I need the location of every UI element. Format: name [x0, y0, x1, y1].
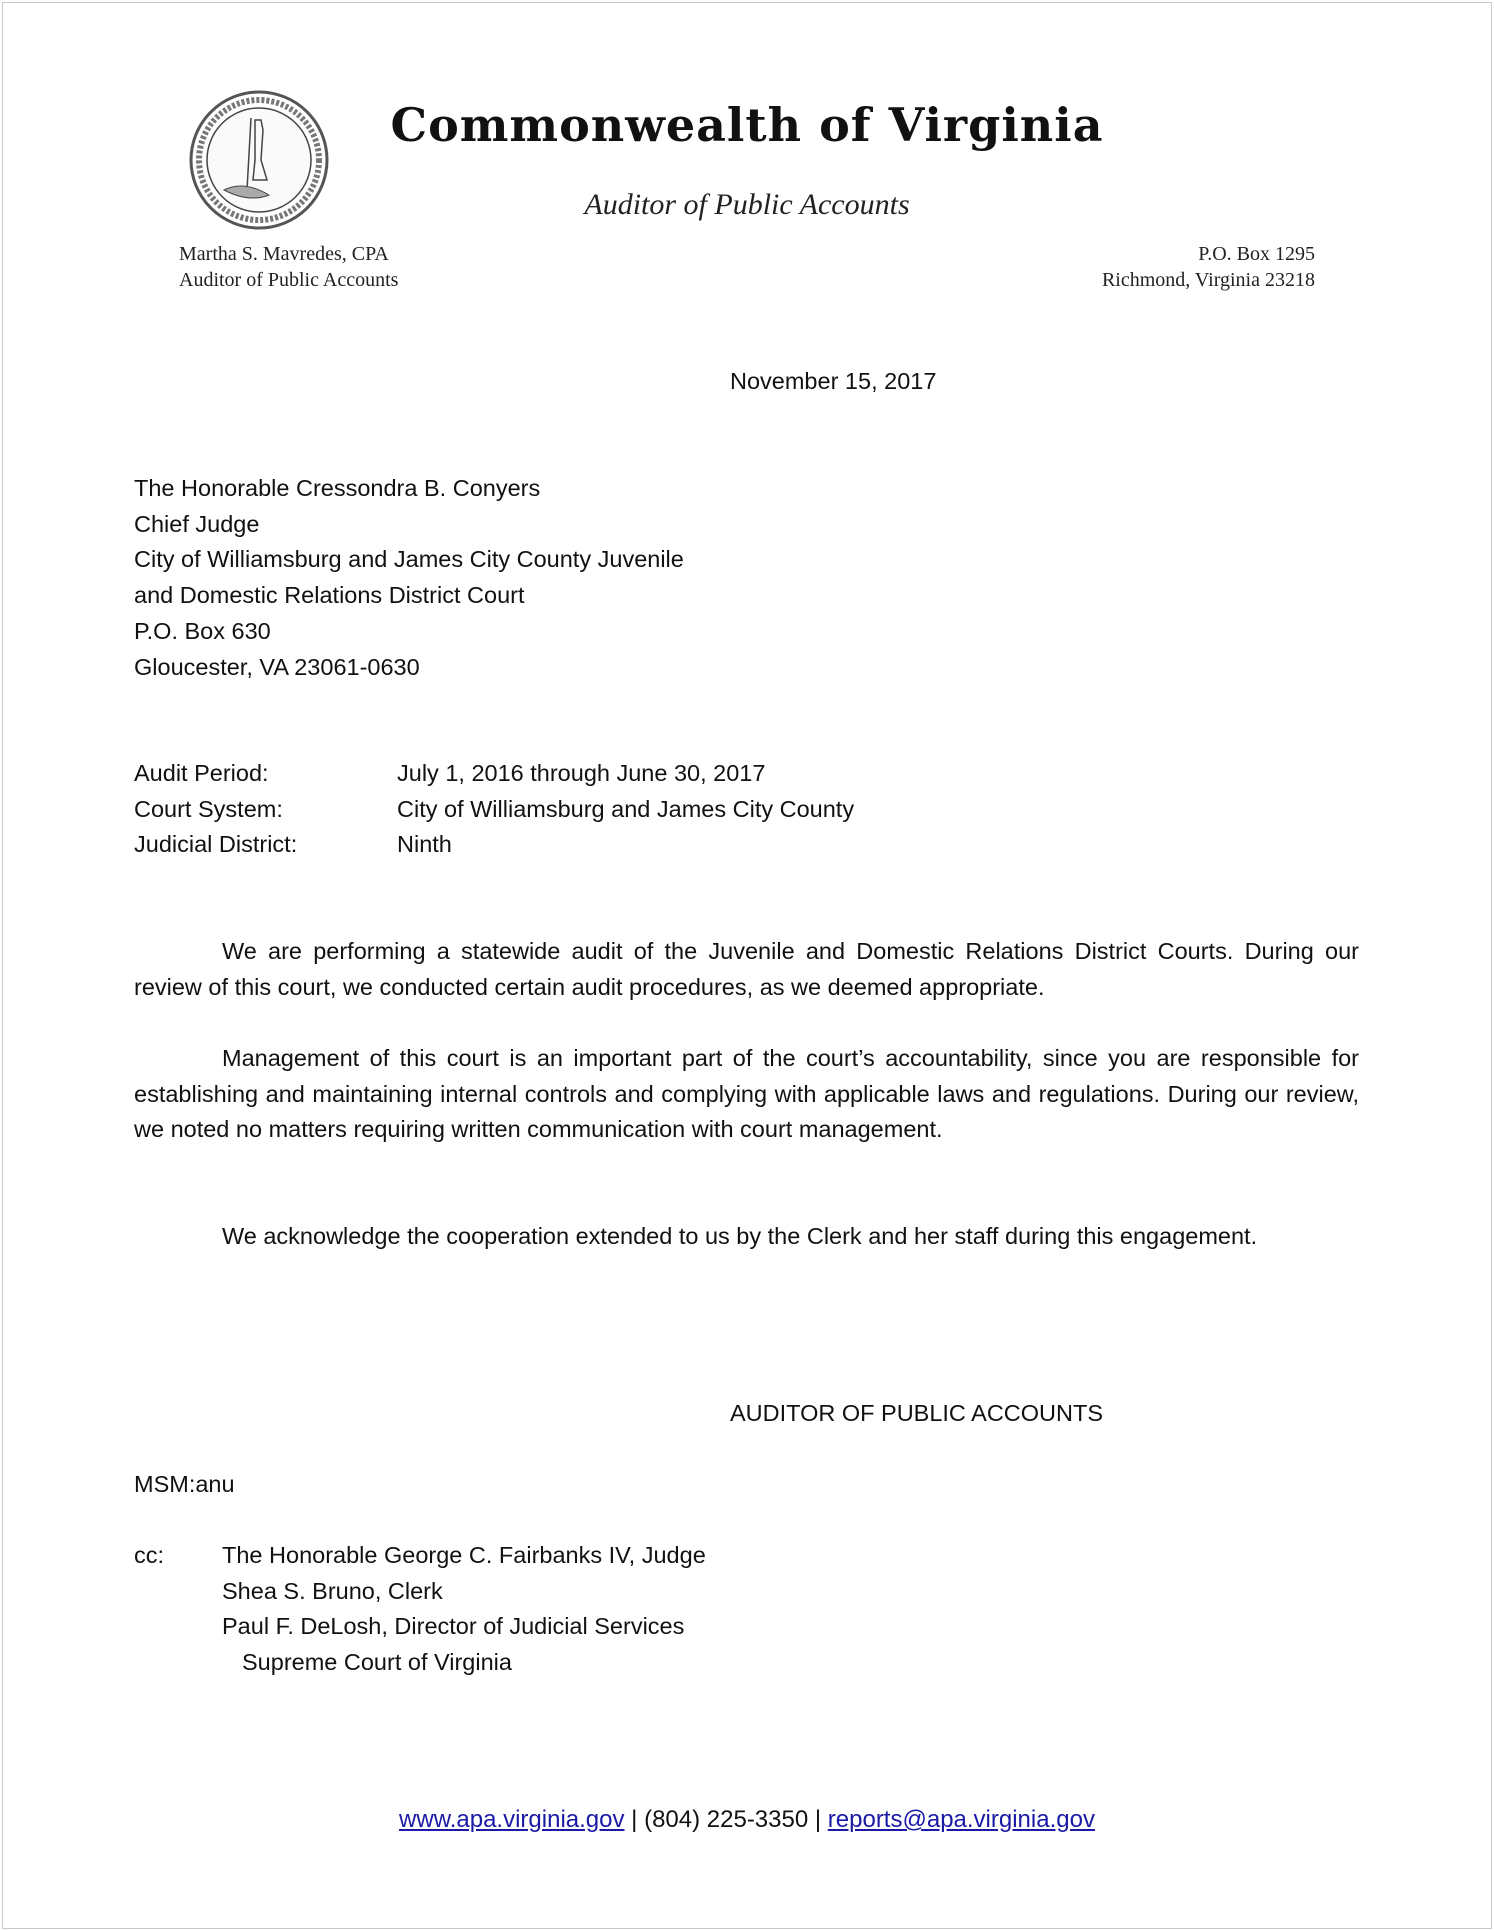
- auditor-info: [179, 241, 398, 293]
- address-line: Chief Judge: [134, 510, 260, 537]
- website-link[interactable]: www.apa.virginia.gov: [399, 1806, 625, 1833]
- paragraph: [134, 1041, 1359, 1148]
- letterhead-title: Commonwealth of Virginia: [390, 98, 1104, 152]
- letter-date: November 15, 2017: [730, 368, 937, 394]
- initials: MSM:anu: [134, 1471, 235, 1497]
- cc-label: cc:: [134, 1542, 165, 1568]
- auditor-name: Martha S. Mavredes, CPA: [179, 243, 389, 265]
- paragraph: [134, 1219, 1359, 1255]
- paragraph-text: We acknowledge the cooperation extended to us by the Clerk and her staff during this engagement.: [222, 1223, 1258, 1249]
- separator: |: [624, 1806, 645, 1833]
- separator: |: [808, 1806, 828, 1833]
- paragraph-text: Management of this court is an important part of the court’s accountability, since you are responsible for establishing and maintaining internal controls and complying with applicable laws and regulations. During our review, we noted no matters requiring written communication with court management.: [134, 1045, 1359, 1143]
- paragraph-text: We are performing a statewide audit of the Juvenile and Domestic Relations District Courts. During our review of this court, we conducted certain audit procedures, as we deemed appropriate.: [134, 938, 1359, 1000]
- cc-recipient: Shea S. Bruno, Clerk: [222, 1577, 443, 1604]
- city-state: Richmond, Virginia 23218: [1101, 269, 1315, 291]
- email-link[interactable]: reports@apa.virginia.gov: [827, 1806, 1095, 1833]
- signature-block: AUDITOR OF PUBLIC ACCOUNTS: [730, 1400, 1104, 1426]
- court-system-label: Court System:: [134, 795, 283, 822]
- address-line: Gloucester, VA 23061-0630: [134, 653, 420, 680]
- auditor-title: Auditor of Public Accounts: [179, 269, 399, 291]
- footer-contact: [0, 1806, 1494, 1834]
- cc-recipient: Supreme Court of Virginia: [242, 1649, 512, 1676]
- cc-recipient: Paul F. DeLosh, Director of Judicial Services: [222, 1613, 685, 1640]
- address-line: The Honorable Cressondra B. Conyers: [134, 475, 541, 501]
- recipient-address: [134, 471, 684, 685]
- paragraph: [134, 934, 1359, 1005]
- phone-number: (804) 225-3350: [644, 1806, 809, 1833]
- judicial-district-label: Judicial District:: [134, 831, 298, 858]
- audit-details: [134, 756, 854, 863]
- cc-recipient: The Honorable George C. Fairbanks IV, Judge: [222, 1542, 706, 1568]
- audit-period-value: July 1, 2016 through June 30, 2017: [397, 760, 766, 786]
- audit-period-label: Audit Period:: [134, 760, 269, 786]
- address-line: City of Williamsburg and James City County Juvenile: [134, 546, 684, 573]
- address-line: and Domestic Relations District Court: [134, 582, 525, 609]
- po-box: P.O. Box 1295: [1198, 243, 1315, 265]
- mailing-address: [1102, 241, 1315, 293]
- court-system-value: City of Williamsburg and James City County: [397, 795, 855, 822]
- judicial-district-value: Ninth: [397, 831, 452, 858]
- cc-list: [134, 1538, 706, 1681]
- letterhead-subtitle: Auditor of Public Accounts: [584, 188, 910, 221]
- address-line: P.O. Box 630: [134, 617, 271, 644]
